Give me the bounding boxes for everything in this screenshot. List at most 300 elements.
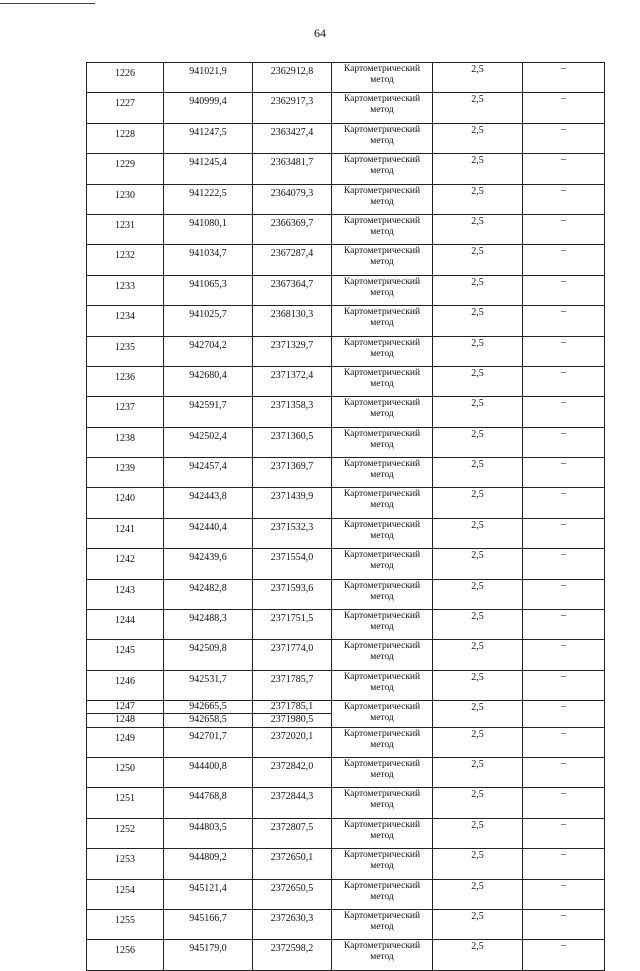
y-coordinate-cell (253, 154, 332, 184)
x-coordinate-cell (164, 458, 253, 488)
method-text: Картометрический метод (343, 367, 421, 389)
accuracy-cell (433, 214, 523, 244)
note-cell (523, 701, 605, 727)
y-coordinate: 2362917,3 (270, 96, 314, 108)
y-coordinate: 2366369,7 (270, 217, 314, 229)
x-coordinate: 941245,4 (189, 157, 227, 169)
note-cell (523, 275, 605, 305)
y-coordinate-cell (253, 579, 332, 609)
note-dash: – (561, 458, 566, 470)
point-number-cell (87, 518, 164, 548)
x-coordinate: 942439,6 (189, 552, 227, 564)
point-number: 1240 (115, 493, 135, 505)
accuracy-cell (433, 336, 523, 366)
table-row (87, 93, 605, 123)
note-cell (523, 610, 605, 640)
x-coordinate-cell (164, 701, 253, 727)
note-dash: – (561, 940, 566, 952)
accuracy-value: 2,5 (471, 611, 484, 623)
y-coordinate-cell (253, 397, 332, 427)
table-row (87, 427, 605, 457)
y-coordinate-cell (253, 940, 332, 970)
point-number-cell (87, 818, 164, 848)
accuracy-value: 2,5 (471, 641, 484, 653)
note-cell (523, 488, 605, 518)
method-text: Картометрический метод (343, 789, 421, 811)
x-coordinate-cell (164, 63, 253, 93)
method-cell (332, 123, 433, 153)
x-coordinate: 944809,2 (189, 852, 227, 864)
method-cell (332, 818, 433, 848)
y-coordinate: 2362912,8 (270, 66, 314, 77)
accuracy-value: 2,5 (471, 64, 484, 75)
x-coordinate-cell (164, 909, 253, 939)
note-dash: – (561, 154, 566, 166)
point-number: 1227 (115, 98, 135, 110)
y-coordinate: 2371369,7 (270, 461, 314, 473)
point-number: 1246 (115, 675, 135, 687)
x-coordinate-cell (164, 549, 253, 579)
method-cell (332, 670, 433, 700)
y-coordinate: 2372844,3 (270, 791, 314, 803)
x-coordinate-cell (164, 849, 253, 879)
x-coordinate: 941034,7 (189, 248, 227, 260)
note-dash: – (561, 727, 566, 739)
y-coordinate-cell (253, 214, 332, 244)
y-coordinate: 2371358,3 (270, 400, 314, 412)
method-cell (332, 940, 433, 970)
note-cell (523, 670, 605, 700)
accuracy-cell (433, 488, 523, 518)
table-row (87, 849, 605, 879)
method-cell (332, 610, 433, 640)
accuracy-value: 2,5 (471, 910, 484, 922)
accuracy-cell (433, 788, 523, 818)
accuracy-cell (433, 940, 523, 970)
accuracy-value: 2,5 (471, 728, 484, 740)
y-coordinate-cell (253, 366, 332, 396)
method-text: Картометрический метод (343, 185, 421, 207)
point-number: 1253 (115, 854, 135, 866)
y-coordinate-cell (253, 757, 332, 787)
accuracy-cell (433, 849, 523, 879)
y-coordinate: 2371785,7 (270, 673, 314, 685)
accuracy-value: 2,5 (471, 307, 484, 319)
point-number-cell (87, 757, 164, 787)
x-coordinate: 942704,2 (189, 339, 227, 351)
x-coordinate: 942680,4 (189, 369, 227, 381)
table-row (87, 940, 605, 970)
accuracy-value: 2,5 (471, 519, 484, 531)
x-coordinate-cell (164, 184, 253, 214)
point-number-cell (87, 940, 164, 970)
y-coordinate-cell (253, 727, 332, 757)
x-coordinate: 942701,7 (189, 730, 227, 742)
point-number: 1233 (115, 280, 135, 292)
x-coordinate: 942591,7 (189, 400, 227, 412)
x-coordinate-cell (164, 640, 253, 670)
y-coordinate: 2371751,5 (270, 613, 314, 625)
method-text: Картометрический метод (343, 550, 421, 572)
x-coordinate-cell (164, 818, 253, 848)
y-coordinate: 2371329,7 (270, 339, 314, 351)
note-cell (523, 818, 605, 848)
point-number-cell (87, 909, 164, 939)
note-cell (523, 306, 605, 336)
method-text: Картометрический метод (343, 941, 421, 963)
x-coordinate-cell (164, 366, 253, 396)
note-cell (523, 397, 605, 427)
x-coordinate: 944803,5 (189, 821, 227, 833)
y-coordinate-cell (253, 184, 332, 214)
method-text: Картометрический метод (343, 702, 421, 724)
point-number-cell (87, 306, 164, 336)
y-coordinate: 2371593,6 (270, 582, 314, 594)
point-number-cell (87, 427, 164, 457)
x-coordinate: 944400,8 (189, 760, 227, 772)
table-row (87, 184, 605, 214)
point-number: 1252 (115, 823, 135, 835)
x-coordinate: 942457,4 (189, 461, 227, 473)
note-cell (523, 909, 605, 939)
y-coordinate-cell (253, 701, 332, 727)
point-number: 1229 (115, 159, 135, 171)
x-coordinate: 941247,5 (189, 126, 227, 138)
note-cell (523, 458, 605, 488)
y-coordinate-cell (253, 788, 332, 818)
y-coordinate-cell (253, 488, 332, 518)
point-number: 1238 (115, 432, 135, 444)
x-coordinate-cell (164, 940, 253, 970)
accuracy-value: 2,5 (471, 758, 484, 770)
coordinates-table-body (87, 63, 605, 971)
table-row (87, 154, 605, 184)
x-coordinate: 941065,3 (189, 278, 227, 290)
note-cell (523, 427, 605, 457)
y-coordinate-cell (253, 818, 332, 848)
note-dash: – (561, 579, 566, 591)
x-coordinate: 942440,4 (189, 521, 227, 533)
point-number-cell (87, 123, 164, 153)
point-number-cell (87, 275, 164, 305)
method-text: Картометрический метод (343, 611, 421, 633)
accuracy-cell (433, 184, 523, 214)
x-coordinate: 940999,4 (189, 96, 227, 108)
point-number: 1243 (115, 584, 135, 596)
y-coordinate: 2371439,9 (270, 491, 314, 503)
method-cell (332, 427, 433, 457)
point-number: 1230 (115, 189, 135, 201)
method-cell (332, 727, 433, 757)
x-coordinate: 942488,3 (189, 613, 227, 625)
note-cell (523, 93, 605, 123)
note-dash: – (561, 63, 566, 74)
note-cell (523, 214, 605, 244)
accuracy-cell (433, 93, 523, 123)
point-number-cell (87, 701, 164, 727)
accuracy-value: 2,5 (471, 398, 484, 410)
point-number-cell (87, 849, 164, 879)
accuracy-value: 2,5 (471, 702, 484, 714)
method-cell (332, 549, 433, 579)
method-text: Картометрический метод (343, 758, 421, 780)
accuracy-value: 2,5 (471, 367, 484, 379)
method-text: Картометрический метод (343, 276, 421, 298)
method-cell (332, 909, 433, 939)
x-coordinate-cell (164, 123, 253, 153)
table-row (87, 306, 605, 336)
point-number-bottom: 1248 (115, 714, 135, 726)
method-text: Картометрический метод (343, 155, 421, 177)
point-number-cell (87, 727, 164, 757)
method-cell (332, 306, 433, 336)
y-coordinate-top: 2371785,1 (253, 701, 331, 714)
page-number: 64 (314, 26, 326, 40)
accuracy-value: 2,5 (471, 941, 484, 953)
note-dash: – (561, 397, 566, 409)
note-dash: – (561, 788, 566, 800)
table-row (87, 275, 605, 305)
y-coordinate-cell (253, 336, 332, 366)
point-number: 1231 (115, 219, 135, 231)
point-number-cell (87, 640, 164, 670)
note-dash: – (561, 366, 566, 378)
accuracy-cell (433, 245, 523, 275)
point-number-cell (87, 154, 164, 184)
x-coordinate: 945166,7 (189, 912, 227, 924)
point-number-cell (87, 214, 164, 244)
note-dash: – (561, 123, 566, 135)
point-number-cell (87, 610, 164, 640)
x-coordinate-cell (164, 214, 253, 244)
accuracy-cell (433, 757, 523, 787)
x-coordinate-cell (164, 488, 253, 518)
table-row (87, 488, 605, 518)
note-cell (523, 63, 605, 93)
point-number-cell (87, 336, 164, 366)
table-row (87, 788, 605, 818)
note-cell (523, 245, 605, 275)
method-text: Картометрический метод (343, 910, 421, 932)
note-dash: – (561, 184, 566, 196)
accuracy-cell (433, 427, 523, 457)
note-dash: – (561, 670, 566, 682)
note-dash: – (561, 427, 566, 439)
accuracy-cell (433, 154, 523, 184)
point-number: 1241 (115, 523, 135, 535)
accuracy-cell (433, 397, 523, 427)
point-number-cell (87, 549, 164, 579)
note-dash: – (561, 610, 566, 622)
accuracy-cell (433, 701, 523, 727)
accuracy-value: 2,5 (471, 276, 484, 288)
accuracy-cell (433, 727, 523, 757)
point-number-cell (87, 93, 164, 123)
method-text: Картометрический метод (343, 428, 421, 450)
accuracy-value: 2,5 (471, 337, 484, 349)
method-text: Картометрический метод (343, 307, 421, 329)
note-dash: – (561, 818, 566, 830)
y-coordinate: 2371360,5 (270, 430, 314, 442)
note-cell (523, 154, 605, 184)
y-coordinate-cell (253, 245, 332, 275)
method-cell (332, 184, 433, 214)
point-number: 1254 (115, 884, 135, 896)
point-number-cell (87, 63, 164, 93)
point-number: 1245 (115, 645, 135, 657)
coordinates-table (86, 62, 605, 971)
table-row (87, 214, 605, 244)
accuracy-cell (433, 818, 523, 848)
note-cell (523, 788, 605, 818)
point-number: 1242 (115, 554, 135, 566)
note-dash: – (561, 879, 566, 891)
method-cell (332, 788, 433, 818)
y-coordinate: 2368130,3 (270, 309, 314, 321)
method-text: Картометрический метод (343, 671, 421, 693)
note-dash: – (561, 757, 566, 769)
method-cell (332, 154, 433, 184)
point-number: 1251 (115, 793, 135, 805)
note-cell (523, 336, 605, 366)
accuracy-cell (433, 63, 523, 93)
method-text: Картометрический метод (343, 124, 421, 146)
table-row (87, 549, 605, 579)
method-cell (332, 488, 433, 518)
point-number: 1250 (115, 762, 135, 774)
method-text: Картометрический метод (343, 519, 421, 541)
method-cell (332, 701, 433, 727)
y-coordinate-bottom: 2371980,5 (270, 714, 314, 726)
x-coordinate: 941025,7 (189, 309, 227, 321)
accuracy-value: 2,5 (471, 155, 484, 167)
note-cell (523, 757, 605, 787)
method-cell (332, 849, 433, 879)
x-coordinate: 942509,8 (189, 643, 227, 655)
method-cell (332, 757, 433, 787)
method-text: Картометрический метод (343, 728, 421, 750)
y-coordinate: 2372630,3 (270, 912, 314, 924)
note-cell (523, 579, 605, 609)
note-dash: – (561, 640, 566, 652)
note-cell (523, 123, 605, 153)
y-coordinate-cell (253, 93, 332, 123)
y-coordinate-cell (253, 849, 332, 879)
method-text: Картометрический метод (343, 641, 421, 663)
table-row (87, 727, 605, 757)
point-number-top: 1247 (87, 701, 163, 714)
y-coordinate: 2367287,4 (270, 248, 314, 260)
table-row (87, 458, 605, 488)
x-coordinate: 941222,5 (189, 187, 227, 199)
y-coordinate: 2364079,3 (270, 187, 314, 199)
y-coordinate-cell (253, 518, 332, 548)
y-coordinate: 2372842,0 (270, 760, 314, 772)
x-coordinate-cell (164, 518, 253, 548)
x-coordinate-bottom: 942658,5 (189, 714, 227, 726)
method-text: Картометрический метод (343, 94, 421, 116)
table-row (87, 818, 605, 848)
accuracy-value: 2,5 (471, 124, 484, 136)
accuracy-value: 2,5 (471, 671, 484, 683)
y-coordinate: 2372598,2 (270, 943, 314, 955)
y-coordinate-cell (253, 458, 332, 488)
point-number: 1235 (115, 341, 135, 353)
note-dash: – (561, 245, 566, 257)
method-text: Картометрический метод (343, 398, 421, 420)
point-number-cell (87, 579, 164, 609)
accuracy-cell (433, 275, 523, 305)
accuracy-value: 2,5 (471, 246, 484, 258)
accuracy-value: 2,5 (471, 880, 484, 892)
x-coordinate: 945179,0 (189, 943, 227, 955)
accuracy-cell (433, 549, 523, 579)
method-cell (332, 336, 433, 366)
method-text: Картометрический метод (343, 489, 421, 511)
table-row (87, 701, 605, 727)
method-cell (332, 458, 433, 488)
note-dash: – (561, 549, 566, 561)
accuracy-value: 2,5 (471, 789, 484, 801)
point-number-cell (87, 366, 164, 396)
table-row (87, 909, 605, 939)
table-row (87, 610, 605, 640)
x-coordinate: 944768,8 (189, 791, 227, 803)
note-dash: – (561, 909, 566, 921)
point-number: 1226 (115, 68, 135, 79)
point-number: 1232 (115, 250, 135, 262)
x-coordinate-cell (164, 336, 253, 366)
method-cell (332, 366, 433, 396)
note-cell (523, 940, 605, 970)
x-coordinate-cell (164, 245, 253, 275)
x-coordinate-cell (164, 727, 253, 757)
method-cell (332, 93, 433, 123)
x-coordinate-cell (164, 306, 253, 336)
y-coordinate-cell (253, 275, 332, 305)
point-number-cell (87, 397, 164, 427)
note-cell (523, 727, 605, 757)
method-text: Картометрический метод (343, 64, 421, 85)
y-coordinate: 2363481,7 (270, 157, 314, 169)
method-text: Картометрический метод (343, 459, 421, 481)
y-coordinate: 2372650,5 (270, 882, 314, 894)
point-number: 1256 (115, 945, 135, 957)
x-coordinate-cell (164, 757, 253, 787)
table-row (87, 123, 605, 153)
x-coordinate: 941021,9 (189, 66, 227, 77)
y-coordinate: 2372650,1 (270, 852, 314, 864)
note-cell (523, 640, 605, 670)
table-row (87, 397, 605, 427)
accuracy-value: 2,5 (471, 489, 484, 501)
y-coordinate-cell (253, 640, 332, 670)
method-text: Картометрический метод (343, 880, 421, 902)
y-coordinate: 2371532,3 (270, 521, 314, 533)
x-coordinate-top: 942665,5 (164, 701, 252, 714)
accuracy-value: 2,5 (471, 428, 484, 440)
point-number-cell (87, 245, 164, 275)
table-row (87, 670, 605, 700)
y-coordinate-cell (253, 549, 332, 579)
accuracy-cell (433, 306, 523, 336)
accuracy-value: 2,5 (471, 459, 484, 471)
accuracy-value: 2,5 (471, 550, 484, 562)
x-coordinate-cell (164, 154, 253, 184)
accuracy-cell (433, 579, 523, 609)
accuracy-cell (433, 123, 523, 153)
note-dash: – (561, 214, 566, 226)
